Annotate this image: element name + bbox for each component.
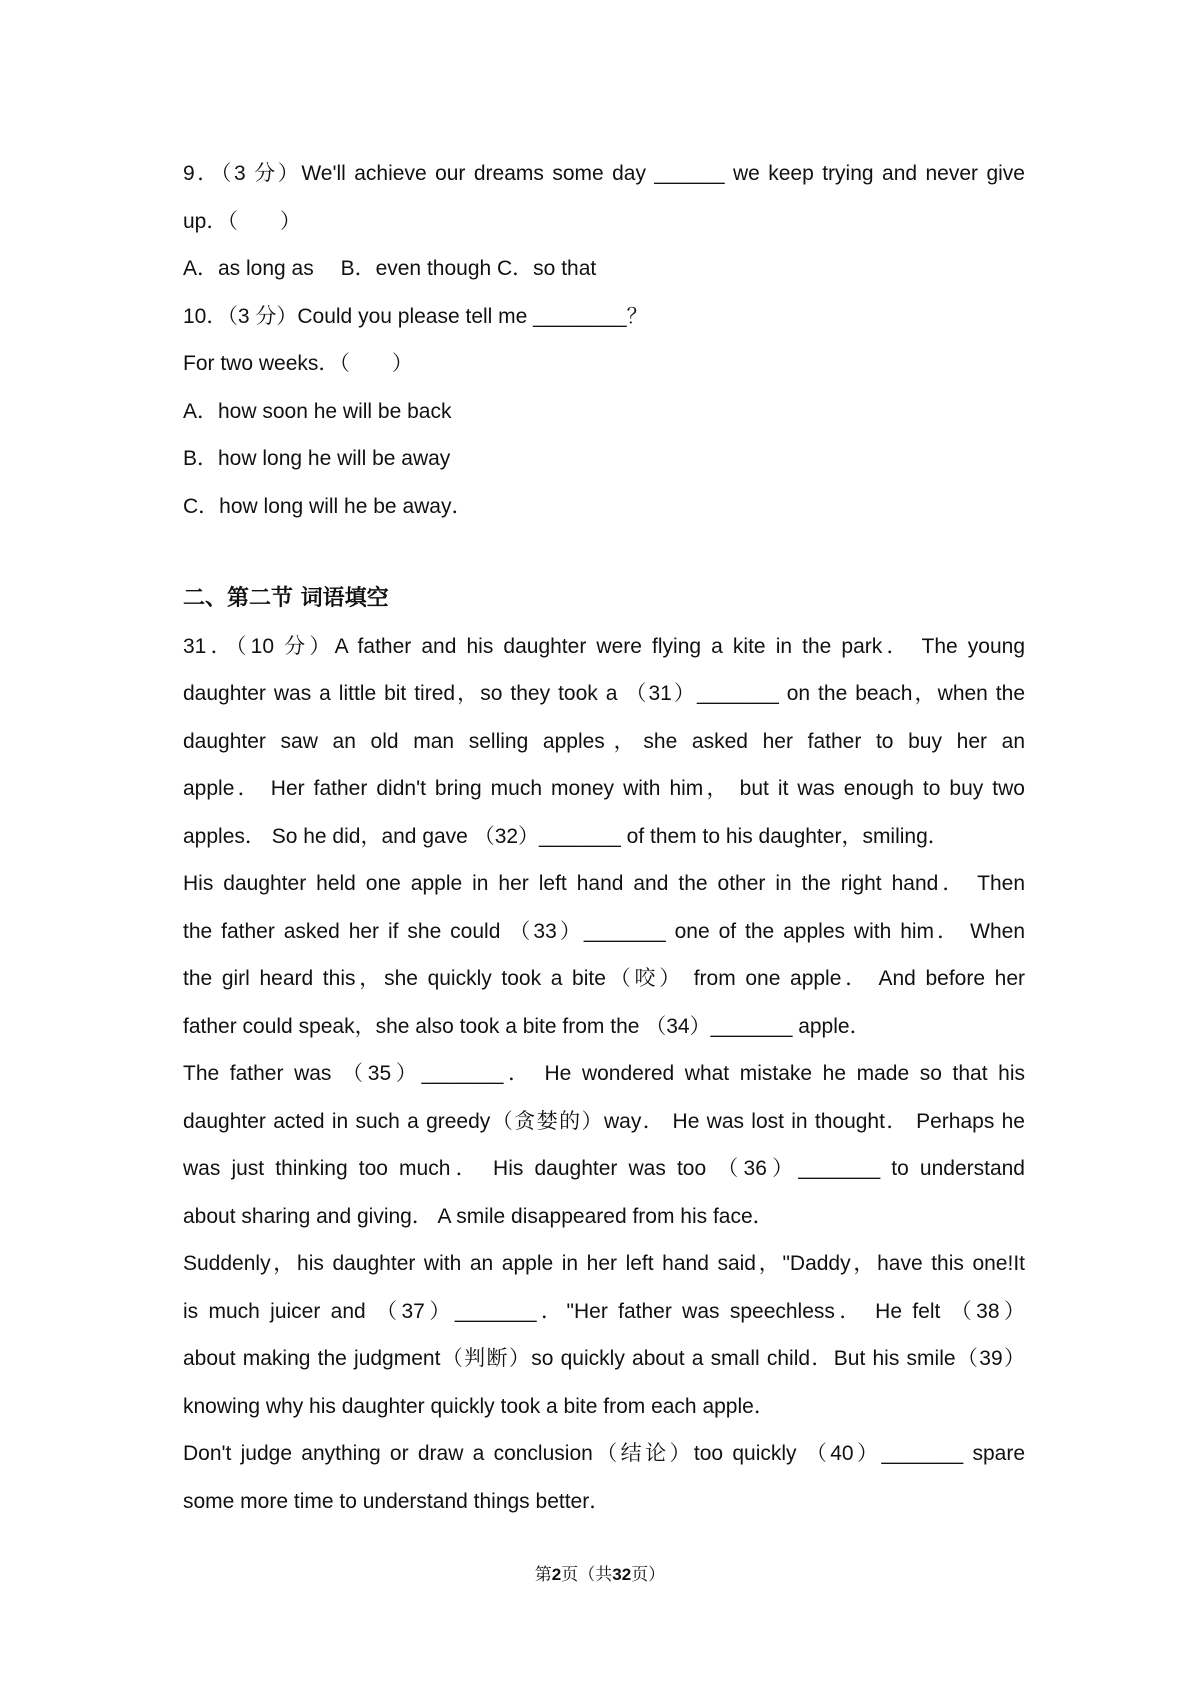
section-heading: 二、第二节 词语填空: [183, 586, 389, 611]
passage-line: The father was （35）_______． He wondered what mistake he made so that his: [183, 1062, 1025, 1085]
passage-line: His daughter held one apple in her left hand and the other in the right hand． Then: [183, 872, 1025, 895]
passage-line: Don't judge anything or draw a conclusion（结论）too quickly （40）_______ spare: [183, 1442, 1025, 1465]
footer-total-pages: 32: [612, 1565, 632, 1584]
footer-suffix: 页）: [631, 1565, 666, 1585]
passage-line: the father asked her if she could （33）_______ one of the apples with him． When: [183, 919, 1025, 943]
question-9-options: A．as long as B．even though C．so that: [183, 257, 597, 280]
passage-line: about making the judgment（判断）so quickly about a small child．But his smile（39）: [183, 1347, 1025, 1370]
question-10-option-a: A．how soon he will be back: [183, 399, 452, 423]
passage-line: is much juicer and （37）_______．"Her father was speechless． He felt （38）: [183, 1299, 1025, 1323]
page-footer: [0, 1560, 1200, 1585]
passage-line: the girl heard this，she quickly took a bite（咬） from one apple． And before her: [183, 967, 1025, 990]
document-page: [183, 150, 1025, 1525]
spacer: [183, 530, 1025, 575]
question-10-line-2: For two weeks．（ ）: [183, 352, 413, 375]
passage: [183, 623, 1025, 1526]
question-9-line-2: up．（ ）: [183, 209, 301, 233]
question-10-line-1: 10．（3 分）Could you please tell me ________？: [183, 304, 648, 328]
passage-line: Suddenly，his daughter with an apple in her left hand said，"Daddy，have this one!It: [183, 1252, 1025, 1275]
question-10-option-b: B．how long he will be away: [183, 447, 451, 470]
question-10-option-c: C．how long will he be away．: [183, 494, 473, 518]
passage-line: daughter saw an old man selling apples，she asked her father to buy her an: [183, 729, 1025, 753]
passage-line: daughter was a little bit tired，so they took a （31）_______ on the beach，when the: [183, 682, 1025, 705]
passage-line: knowing why his daughter quickly took a bite from each apple．: [183, 1394, 775, 1418]
question-9-line-1: 9．（3 分）We'll achieve our dreams some day ______ we keep trying and never give: [183, 162, 1025, 185]
passage-line: some more time to understand things better．: [183, 1489, 611, 1513]
passage-line: 31．（10 分）A father and his daughter were flying a kite in the park． The young: [183, 634, 1025, 658]
passage-line: apple． Her father didn't bring much money with him， but it was enough to buy two: [183, 777, 1025, 800]
passage-line: father could speak，she also took a bite from the （34）_______ apple．: [183, 1014, 871, 1038]
passage-line: was just thinking too much． His daughter was too （36）_______ to understand: [183, 1157, 1025, 1180]
footer-middle: 页（共: [561, 1565, 613, 1585]
passage-line: apples． So he did，and gave （32）_______ of them to his daughter，smiling．: [183, 824, 949, 848]
passage-line: daughter acted in such a greedy（贪婪的）way． He was lost in thought． Perhaps he: [183, 1109, 1025, 1133]
passage-line: about sharing and giving． A smile disappeared from his face．: [183, 1204, 774, 1228]
footer-page-number: 2: [551, 1565, 562, 1584]
footer-prefix: 第: [534, 1565, 552, 1585]
